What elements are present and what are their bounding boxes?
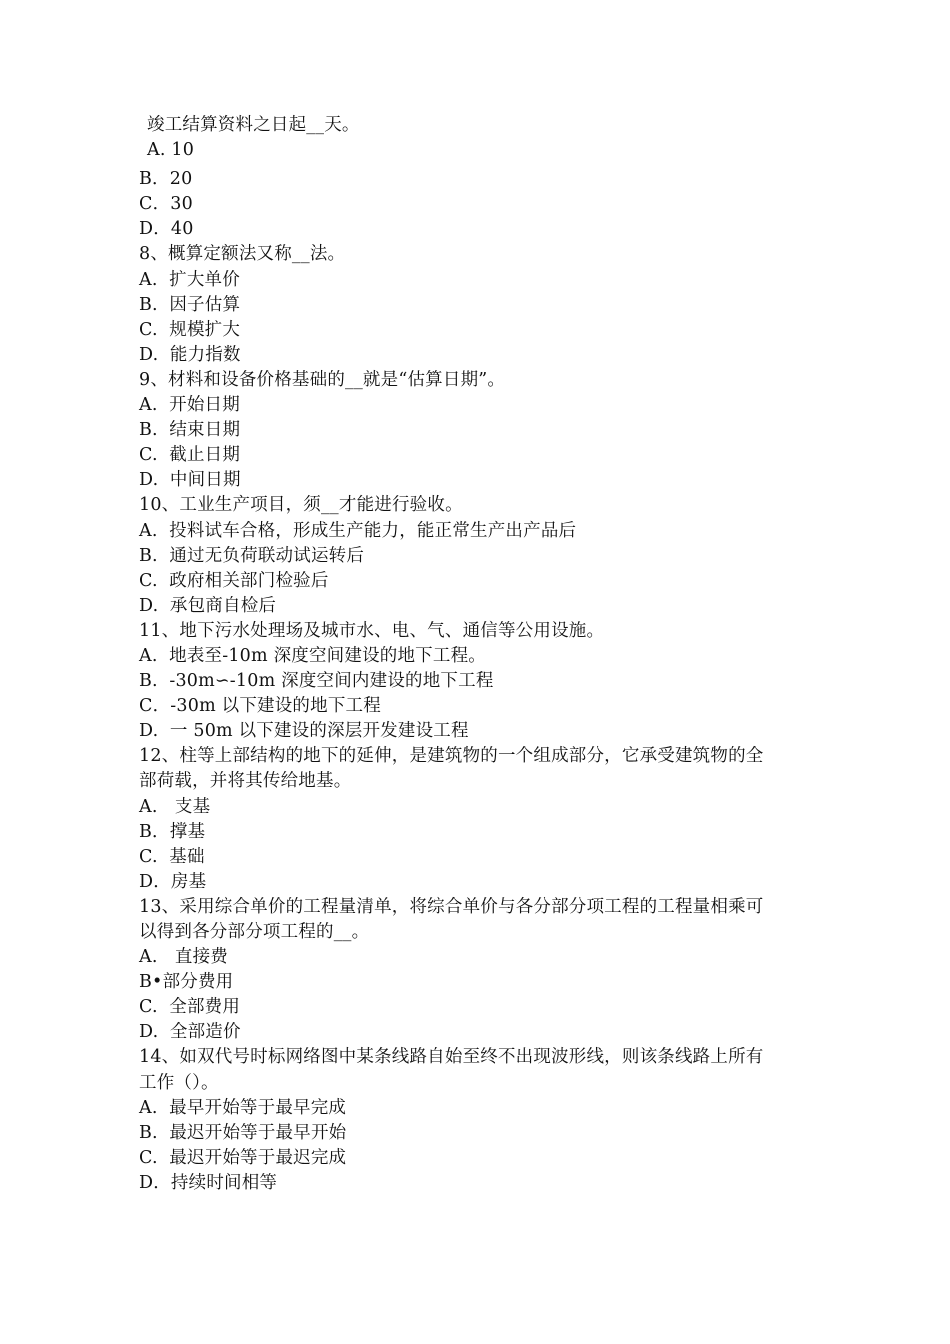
option-line: A. 10: [147, 140, 195, 161]
option-line: B. 最迟开始等于最早开始: [139, 1122, 347, 1143]
option-line: B. 通过无负荷联动试运转后: [139, 545, 365, 566]
option-line: A. 扩大单价: [139, 269, 240, 290]
option-line: A. 投料试车合格，形成生产能力，能正常生产出产品后: [139, 520, 577, 541]
option-line: C. 截止日期: [139, 445, 241, 466]
option-line: D. 一 50m 以下建设的深层开发建设工程: [139, 721, 469, 742]
option-line: A. 最早开始等于最早完成: [139, 1097, 347, 1118]
question-line: 13、采用综合单价的工程量清单，将综合单价与各分部分项工程的工程量相乘可: [139, 896, 764, 917]
option-line: B. -30m∽-10m 深度空间内建设的地下工程: [139, 671, 494, 692]
option-line: D. 全部造价: [139, 1022, 241, 1043]
option-line: D．40: [139, 219, 194, 240]
option-line: A. 开始日期: [139, 395, 240, 416]
option-line: C. 基础: [139, 846, 205, 867]
question-line: 8、概算定额法又称__法。: [139, 244, 346, 265]
question-line: 部荷载，并将其传给地基。: [139, 771, 352, 792]
text-line: 竣工结算资料之日起__天。: [147, 115, 360, 135]
document-body: [139, 113, 814, 1196]
option-line: B. 结束日期: [139, 420, 241, 441]
option-line: B．撑基: [139, 821, 206, 842]
option-line: A. 地表至-10m 深度空间建设的地下工程。: [139, 645, 486, 666]
option-line: C. 规模扩大: [139, 319, 241, 340]
question-line: 工作（）。: [139, 1072, 219, 1093]
option-line: C．30: [139, 194, 193, 215]
option-line: D. 中间日期: [139, 470, 241, 491]
question-line: 11、地下污水处理场及城市水、电、气、通信等公用设施。: [139, 620, 605, 641]
option-line: D. 能力指数: [139, 344, 241, 365]
question-line: 9、材料和设备价格基础的__就是“估算日期”。: [139, 369, 506, 390]
question-line: 14、如双代号时标网络图中某条线路自始至终不出现波形线，则该条线路上所有: [139, 1047, 764, 1068]
option-line: A. 直接费: [139, 947, 228, 968]
question-line: 10、工业生产项目，须__才能进行验收。: [139, 495, 463, 516]
option-line: B•部分费用: [139, 972, 234, 993]
option-line: C. 全部费用: [139, 997, 241, 1018]
option-line: C．-30m 以下建设的地下工程: [139, 696, 381, 717]
question-line: 以得到各分部分项工程的__。: [139, 922, 370, 942]
option-line: C. 最迟开始等于最迟完成: [139, 1147, 347, 1168]
option-line: A. 支基: [139, 796, 211, 817]
option-line: D. 承包商自检后: [139, 595, 277, 616]
option-line: D．房基: [139, 871, 207, 892]
option-line: D．持续时间相等: [139, 1172, 278, 1193]
option-line: C. 政府相关部门检验后: [139, 570, 329, 591]
option-line: B. 因子估算: [139, 294, 241, 315]
question-line: 12、柱等上部结构的地下的延伸，是建筑物的一个组成部分，它承受建筑物的全: [139, 746, 764, 767]
option-line: B．20: [139, 169, 193, 190]
